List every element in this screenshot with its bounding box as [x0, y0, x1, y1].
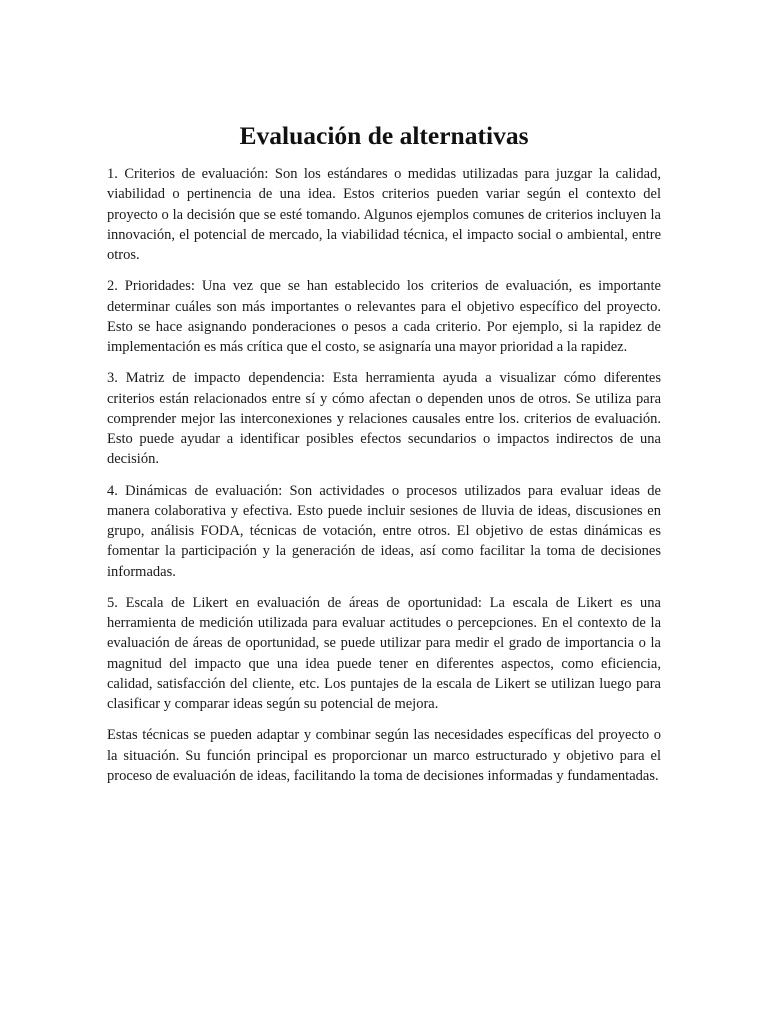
paragraph-escala-de-likert: 5. Escala de Likert en evaluación de áreas de oportunidad: La escala de Likert es una herramienta de medición utilizada para evaluar actitudes o percepciones. En el contexto de la evaluación de áreas de oportunidad, se puede utilizar para medir el grado de importancia o la magnitud del impacto que una idea puede tener en diferentes aspectos, como eficiencia, calidad, satisfacción del cliente, etc. Los puntajes de la escala de Likert se utilizan luego para clasificar y comparar ideas según su potencial de mejora.: [107, 594, 661, 712]
paragraph-prioridades: 2. Prioridades: Una vez que se han establecido los criterios de evaluación, es importante determinar cuáles son más importantes o relevantes para el objetivo específico del proyecto. Esto se hace asignando ponderaciones o pesos a cada criterio. Por ejemplo, si la rapidez de implementación es más crítica que el costo, se asignaría una mayor prioridad a la rapidez.: [107, 278, 661, 355]
document-title: Evaluación de alternativas: [239, 121, 529, 150]
paragraph-dinamicas-de-evaluacion: 4. Dinámicas de evaluación: Son actividades o procesos utilizados para evaluar ideas de manera colaborativa y efectiva. Esto puede incluir sesiones de lluvia de ideas, discusiones en grupo, análisis FODA, técnicas de votación, entre otros. El objetivo de estas dinámicas es fomentar la participación y la generación de ideas, así como facilitar la toma de decisiones informadas.: [107, 482, 661, 580]
paragraph-conclusion: Estas técnicas se pueden adaptar y combinar según las necesidades específicas del proyecto o la situación. Su función principal es proporcionar un marco estructurado y objetivo para el proceso de evaluación de ideas, facilitando la toma de decisiones informadas y fundamentadas.: [107, 727, 661, 784]
paragraph-matriz-de-impacto: 3. Matriz de impacto dependencia: Esta herramienta ayuda a visualizar cómo diferentes criterios están relacionados entre sí y cómo afectan o dependen unos de otros. Se utiliza para comprender mejor las interconexiones y relaciones causales entre los. criterios de evaluación. Esto puede ayudar a identificar posibles efectos secundarios o impactos indirectos de una decisión.: [107, 370, 661, 468]
paragraph-criterios-de-evaluacion: 1. Criterios de evaluación: Son los estándares o medidas utilizadas para juzgar la calidad, viabilidad o pertinencia de una idea. Estos criterios pueden variar según el contexto del proyecto o la decisión que se esté tomando. Algunos ejemplos comunes de criterios incluyen la innovación, el potencial de mercado, la viabilidad técnica, el impacto social o ambiental, entre otros.: [107, 166, 661, 263]
document-body: [107, 164, 661, 797]
